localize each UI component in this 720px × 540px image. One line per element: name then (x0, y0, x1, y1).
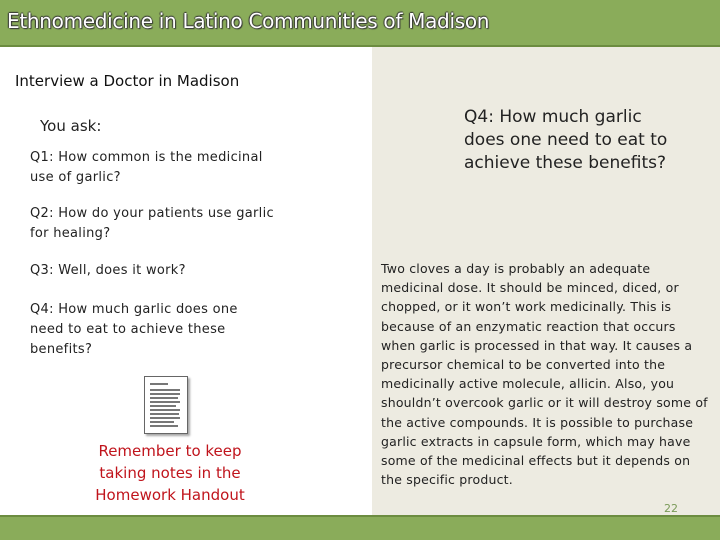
document-icon (144, 376, 188, 434)
slide-subtitle: Interview a Doctor in Madison (15, 72, 240, 90)
question-1: Q1: How common is the medicinal use of garlic? (30, 150, 263, 185)
notes-reminder: Remember to keep taking notes in the Homework Handout (95, 442, 245, 504)
you-ask-label: You ask: (40, 117, 102, 135)
page-number: 22 (664, 502, 678, 515)
question-3: Q3: Well, does it work? (30, 263, 186, 278)
footer-bar (0, 515, 720, 540)
question-2: Q2: How do your patients use garlic for healing? (30, 206, 274, 241)
question-4: Q4: How much garlic does one need to eat to achieve these benefits? (30, 302, 238, 357)
featured-question: Q4: How much garlic does one need to eat to achieve these benefits? (464, 107, 668, 173)
doctor-answer: Two cloves a day is probably an adequate medicinal dose. It should be minced, diced, or chopped, or it won’t work medicinally. This is because of an enzymatic reaction that occurs when garlic is processed in that way. It causes a precursor chemical to be converted into the medicinally active molecule, allicin. Also, you shouldn’t overcook garlic or it will destroy some of the active compounds. It is possible to purchase garlic extracts in capsule form, which may have some of the medicinal effects but it depends on the specific product. (381, 261, 708, 488)
title-bar (0, 0, 720, 47)
slide-title: Ethnomedicine in Latino Communities of Madison (7, 9, 490, 33)
